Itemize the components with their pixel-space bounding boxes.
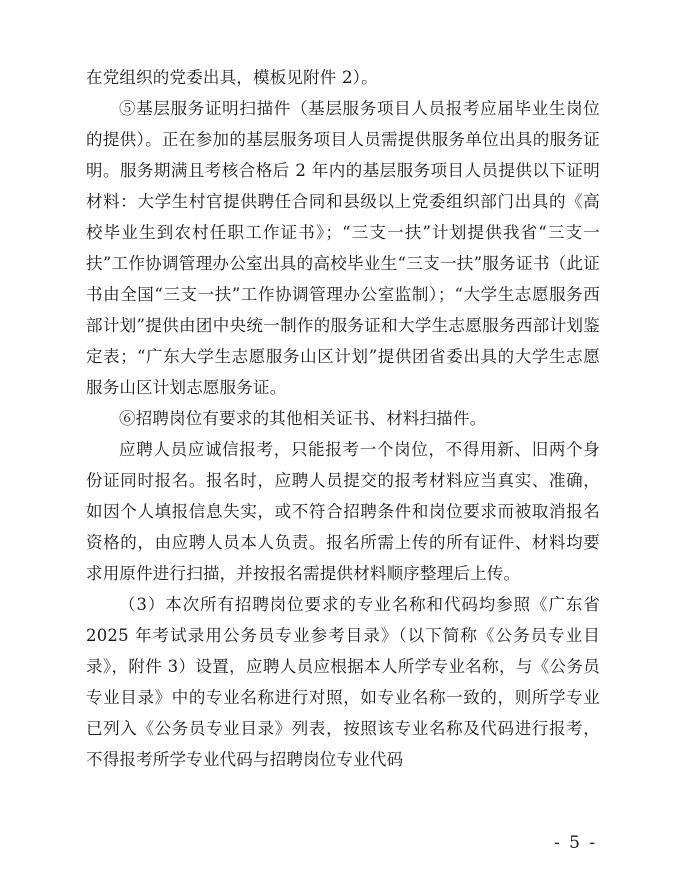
paragraph-continuation: 在党组织的党委出具，模板见附件 2）。 (86, 68, 378, 87)
paragraph-integrity-application: 应聘人员应诚信报考，只能报考一个岗位，不得用新、旧两个身份证同时报名。报名时，应聘人员提交的报考材料应当真实、准确，如因个人填报信息失实，或不符合招聘条件和岗位要求而被取消报名资格的，由应聘人员本人负责。报名所需上传的所有证件、材料均要求用原件进行扫描，并按报名需提供材料顺序整理后上传。 (86, 440, 600, 583)
paragraph-other-certificates: ⑥招聘岗位有要求的其他相关证书、材料扫描件。 (119, 409, 487, 428)
paragraph-major-catalog: （3）本次所有招聘岗位要求的专业名称和代码均参照《广东省 2025 年考试录用公务员专业参考目录》（以下简称《公务员专业目录》，附件 3）设置，应聘人员应根据本人所学专业名称，与《公务员专业目录》中的专业名称进行对照，如专业名称一致的，则所学专业已列入《公务员专业目录》列表，按照该专业名称及代码进行报考，不得报考所学专业代码与招聘岗位专业代码 (86, 595, 600, 769)
document-body (86, 62, 600, 775)
page-number: - 5 - (554, 833, 598, 853)
paragraph-grassroots-service-proof: ⑤基层服务证明扫描件（基层服务项目人员报考应届毕业生岗位的提供）。正在参加的基层服务项目人员需提供服务单位出具的服务证明。服务期满且考核合格后 2 年内的基层服务项目人员提供以下证明材料：大学生村官提供聘任合同和县级以上党委组织部门出具的《高校毕业生到农村任职工作证书》；“三支一扶”计划提供我省“三支一扶”工作协调管理办公室出具的高校毕业生“三支一扶”服务证书（此证书由全国“三支一扶”工作协调管理办公室监制）；“大学生志愿服务西部计划”提供由团中央统一制作的服务证和大学生志愿服务西部计划鉴定表；“广东大学生志愿服务山区计划”提供团省委出具的大学生志愿服务山区计划志愿服务证。 (86, 99, 600, 397)
